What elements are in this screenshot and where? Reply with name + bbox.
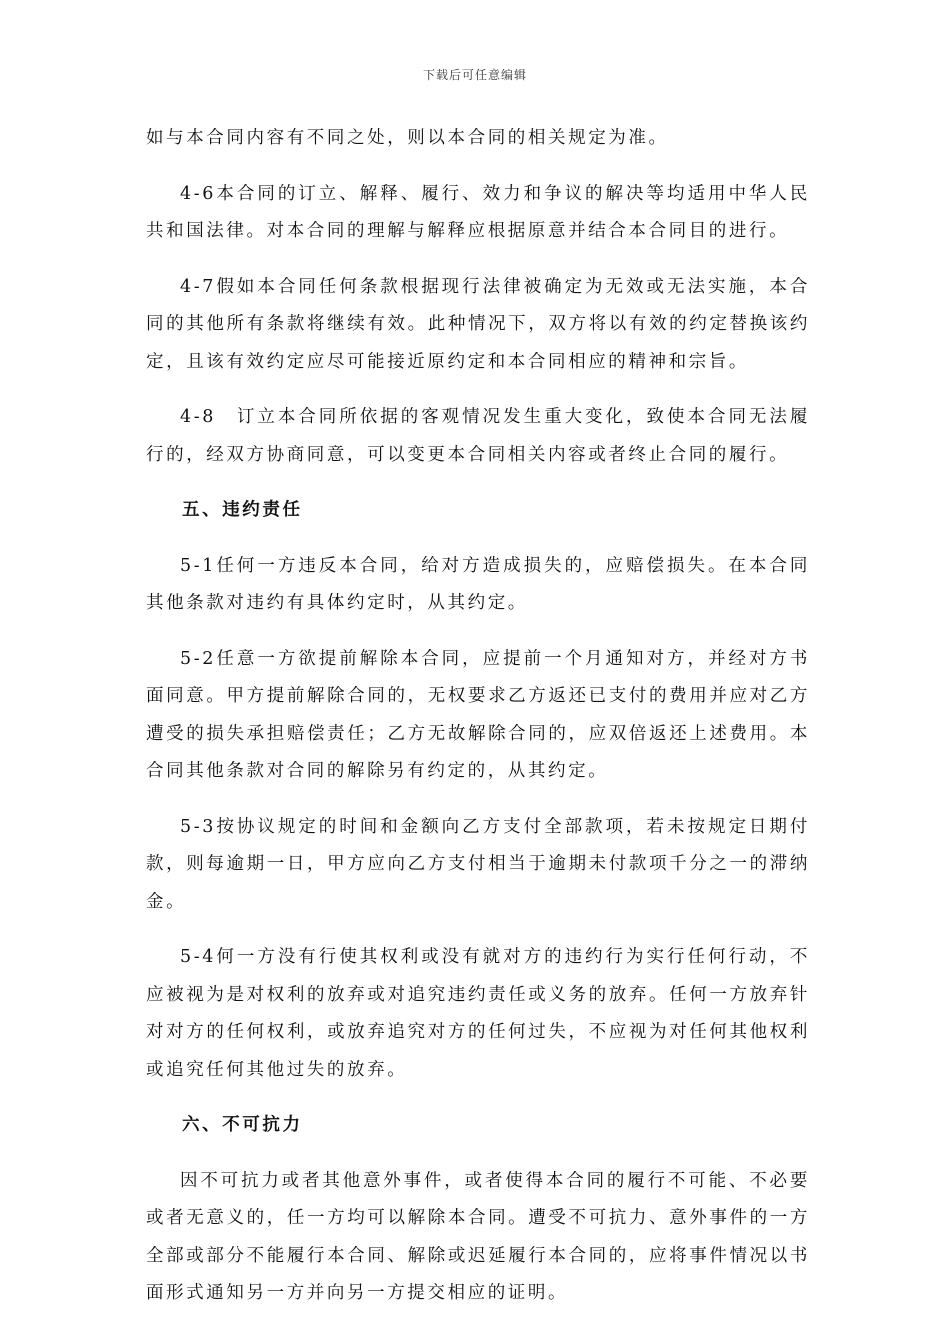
- paragraph-continuation: 如与本合同内容有不同之处，则以本合同的相关规定为准。: [146, 128, 669, 148]
- clause-5-1: 5-1任何一方违反本合同，给对方造成损失的，应赔偿损失。在本合同其他条款对违约有具体约定时，从其约定。: [146, 555, 810, 613]
- section-heading-force-majeure: 六、不可抗力: [182, 1115, 303, 1135]
- clause-5-3: 5-3按协议规定的时间和金额向乙方支付全部款项，若未按规定日期付款，则每逾期一日，甲方应向乙方支付相当于逾期未付款项千分之一的滞纳金。: [146, 816, 810, 912]
- force-majeure-paragraph: 因不可抗力或者其他意外事件，或者使得本合同的履行不可能、不必要或者无意义的，任一方均可以解除本合同。遭受不可抗力、意外事件的一方全部或部分不能履行本合同、解除或迟延履行本合同的，应将事件情况以书面形式通知另一方并向另一方提交相应的证明。: [146, 1170, 810, 1303]
- clause-4-6: 4-6本合同的订立、解释、履行、效力和争议的解决等均适用中华人民共和国法律。对本合同的理解与解释应根据原意并结合本合同目的进行。: [146, 183, 810, 241]
- clause-5-4: 5-4何一方没有行使其权利或没有就对方的违约行为实行任何行动，不应被视为是对权利的放弃或对追究违约责任或义务的放弃。任何一方放弃针对对方的任何权利，或放弃追究对方的任何过失，不应视为对任何其他权利或追究任何其他过失的放弃。: [146, 947, 810, 1080]
- page-header: 下载后可任意编辑: [422, 68, 527, 82]
- section-heading-breach: 五、违约责任: [182, 500, 303, 520]
- clause-4-7: 4-7假如本合同任何条款根据现行法律被确定为无效或无法实施，本合同的其他所有条款将继续有效。此种情况下，双方将以有效的约定替换该约定，且该有效约定应尽可能接近原约定和本合同相应的精神和宗旨。: [146, 276, 810, 372]
- clause-5-2: 5-2任意一方欲提前解除本合同，应提前一个月通知对方，并经对方书面同意。甲方提前解除合同的，无权要求乙方返还已支付的费用并应对乙方遭受的损失承担赔偿责任；乙方无故解除合同的，应双倍返还上述费用。本合同其他条款对合同的解除另有约定的，从其约定。: [146, 648, 810, 781]
- clause-4-8: 4-8 订立本合同所依据的客观情况发生重大变化，致使本合同无法履行的，经双方协商同意，可以变更本合同相关内容或者终止合同的履行。: [146, 407, 810, 465]
- document-body: [146, 120, 810, 1331]
